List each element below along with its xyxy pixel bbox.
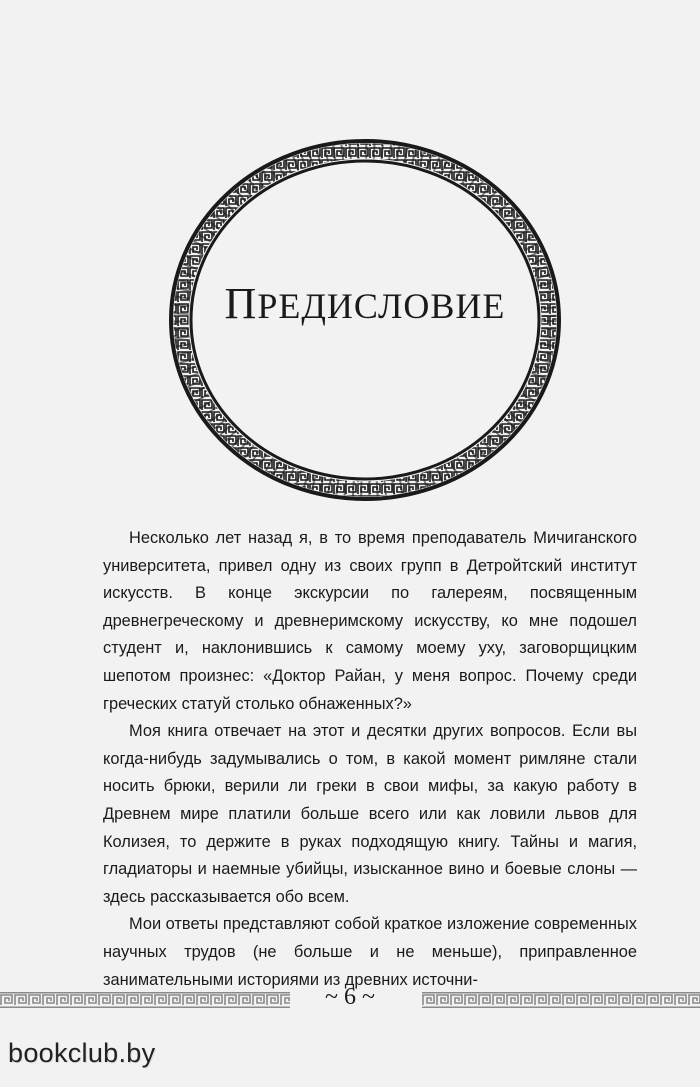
chapter-title-initial: П — [224, 279, 258, 328]
footer-meander-left — [0, 992, 290, 1008]
chapter-title — [165, 279, 565, 328]
page-number: ~ 6 ~ — [325, 984, 375, 1010]
paragraph-2: Моя книга отвечает на этот и десятки других вопросов. Если вы когда-нибудь задумывались о том, в какой момент римляне стали носить брюки, верили ли греки в свои мифы, за какую работу в Древнем мире платили больше всего или как ловили львов для Колизея, то держите в руках подходящую книгу. Тайны и магия, гладиаторы и наемные убийцы, изысканное вино и боевые слоны — здесь рассказывается обо всем. — [103, 722, 637, 906]
chapter-title-rest: РЕДИСЛОВИЕ — [257, 286, 506, 326]
page-footer — [0, 984, 700, 1012]
body-text — [103, 525, 637, 994]
footer-meander-right — [422, 992, 700, 1008]
paragraph-3: Мои ответы представляют собой краткое изложение современных научных трудов (не больше и не меньше), приправленное занимательными историями из древних источни- — [103, 915, 637, 989]
watermark-text: bookclub.by — [8, 1038, 156, 1068]
paragraph-1: Несколько лет назад я, в то время преподаватель Мичиганского университета, привел одну из своих групп в Детройтский институт искусств. В конце экскурсии по галереям, посвященным древнегреческому и древнеримскому искусству, ко мне подошел студент и, наклонившись к самому моему уху, заговорщицким шепотом произнес: «Доктор Райан, у меня вопрос. Почему среди греческих статуй столько обнаженных?» — [103, 529, 637, 713]
